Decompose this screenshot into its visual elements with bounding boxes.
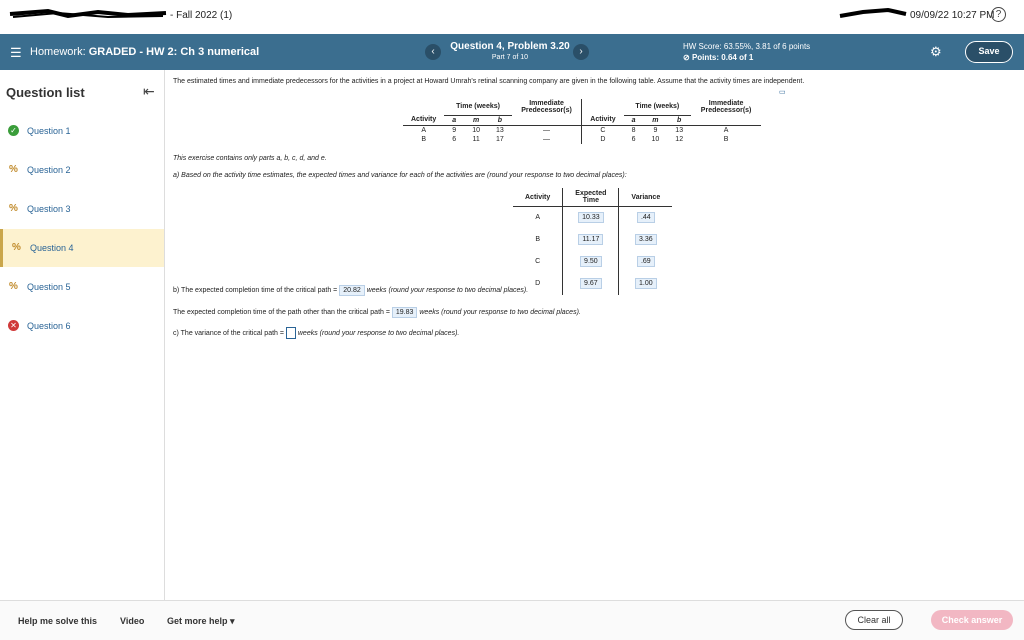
- table-header: Variance: [619, 188, 672, 207]
- table-cell: —: [543, 126, 551, 134]
- table-header: [691, 115, 761, 125]
- prev-question-button[interactable]: ‹: [425, 44, 441, 60]
- table-row: [513, 229, 672, 251]
- copy-table-icon[interactable]: ▭: [779, 89, 786, 96]
- table-cell: B: [421, 135, 426, 143]
- table-row: [513, 273, 672, 295]
- exercise-note: This exercise contains only parts a, b, c, d, and e.: [173, 155, 327, 162]
- question-title: Question 4, Problem 3.20: [450, 41, 570, 52]
- answer-box[interactable]: 3.36: [635, 234, 657, 245]
- answer-box[interactable]: 11.17: [578, 234, 603, 245]
- variance-cell: [619, 229, 672, 251]
- question-label: Question 4: [30, 243, 74, 253]
- table-cell: 6: [452, 135, 457, 143]
- question-list-sidebar: [0, 70, 165, 600]
- answer-box[interactable]: 20.82: [339, 285, 365, 296]
- answer-box[interactable]: 19.83: [392, 307, 418, 318]
- table-header: m: [464, 115, 488, 125]
- table-row: [513, 251, 672, 273]
- top-bar: [0, 0, 1024, 30]
- part-b-suffix: weeks (round your response to two decimal places).: [366, 287, 529, 294]
- question-label: Question 2: [27, 165, 71, 175]
- table-header: [403, 99, 444, 115]
- expected-time-cell: [563, 207, 619, 229]
- table-header: Activity: [513, 188, 563, 207]
- redacted-scribble: [838, 6, 908, 20]
- part-b-other-path: [173, 307, 581, 318]
- table-header: a: [624, 115, 644, 125]
- incorrect-icon: ✕: [8, 320, 19, 331]
- assignment-header: [0, 34, 1024, 70]
- table-cell: 11: [472, 135, 480, 143]
- table-cell: 13: [496, 126, 504, 134]
- table-header: [582, 99, 624, 115]
- table-header: Time (weeks): [444, 99, 512, 115]
- part-b-text: The expected completion time of the path other than the critical path =: [173, 309, 390, 316]
- part-b-critical-path: [173, 285, 528, 296]
- points: ⊘ Points: 0.64 of 1: [683, 53, 754, 62]
- homework-title: [30, 46, 259, 58]
- answer-input[interactable]: [286, 327, 296, 339]
- table-cell: A: [421, 126, 426, 134]
- table-cell: 9: [653, 126, 658, 134]
- table-cell: 10: [472, 126, 480, 134]
- hw-score: HW Score: 63.55%, 3.81 of 6 points: [683, 42, 811, 51]
- sidebar-item-question-4[interactable]: [0, 229, 164, 267]
- partial-credit-icon: %: [9, 203, 18, 214]
- answer-box[interactable]: .69: [637, 256, 655, 267]
- save-button[interactable]: Save: [965, 41, 1013, 63]
- sidebar-item-question-1[interactable]: [0, 112, 164, 150]
- variance-cell: [619, 251, 672, 273]
- course-title: - Fall 2022 (1): [170, 10, 233, 21]
- table-header: Expected Time: [563, 188, 619, 207]
- activity-table: [403, 99, 761, 144]
- get-more-help-button[interactable]: Get more help ▾: [167, 616, 235, 626]
- part-c-suffix: weeks (round your response to two decimal places).: [297, 329, 460, 337]
- table-header: Activity: [403, 115, 444, 125]
- table-cell: 6: [631, 135, 636, 143]
- table-header: a: [444, 115, 464, 125]
- table-row: [403, 135, 761, 144]
- question-part: Part 7 of 10: [491, 54, 529, 61]
- answer-box[interactable]: 10.33: [578, 212, 604, 223]
- gear-icon[interactable]: ⚙: [930, 44, 942, 59]
- menu-icon[interactable]: ☰: [10, 45, 22, 60]
- sidebar-item-question-2[interactable]: [0, 151, 164, 189]
- footer-bar: [0, 600, 1024, 640]
- part-c-variance: [173, 327, 459, 339]
- answer-box[interactable]: .44: [637, 212, 655, 223]
- help-me-solve-button[interactable]: Help me solve this: [18, 616, 98, 626]
- table-cell: 13: [675, 126, 684, 134]
- table-header: m: [644, 115, 668, 125]
- table-cell: C: [535, 258, 541, 265]
- table-cell: D: [582, 135, 624, 144]
- question-label: Question 5: [27, 282, 71, 292]
- table-header: b: [488, 115, 512, 125]
- table-cell: 12: [675, 135, 684, 143]
- next-question-button[interactable]: ›: [573, 44, 589, 60]
- answer-box[interactable]: 9.50: [580, 256, 602, 267]
- homework-name: GRADED - HW 2: Ch 3 numerical: [88, 46, 260, 58]
- video-button[interactable]: Video: [120, 616, 145, 626]
- table-cell: —: [543, 135, 551, 143]
- table-header: b: [667, 115, 691, 125]
- answer-box[interactable]: 9.67: [580, 278, 602, 289]
- part-c-text: c) The variance of the critical path =: [173, 329, 284, 337]
- collapse-sidebar-icon[interactable]: ⇤: [143, 83, 155, 99]
- redacted-scribble: [8, 8, 168, 20]
- homework-prefix: Homework:: [30, 46, 86, 58]
- partial-credit-icon: %: [12, 242, 21, 253]
- sidebar-item-question-5[interactable]: [0, 268, 164, 306]
- sidebar-item-question-6[interactable]: [0, 307, 164, 345]
- datetime: 09/09/22 10:27 PM: [910, 10, 995, 21]
- table-cell: 17: [496, 135, 504, 143]
- table-header: Activity: [582, 115, 624, 125]
- table-row: [513, 207, 672, 229]
- part-b-text: b) The expected completion time of the critical path =: [173, 287, 338, 294]
- table-cell: A: [535, 214, 540, 222]
- variance-cell: [619, 273, 672, 295]
- help-icon[interactable]: ?: [991, 7, 1006, 22]
- expected-time-cell: [563, 273, 619, 295]
- question-label: Question 3: [27, 204, 71, 214]
- table-header: [512, 115, 582, 125]
- table-cell: 9: [452, 126, 457, 134]
- table-cell: D: [535, 280, 541, 287]
- part-b-suffix: weeks (round your response to two decimal places).: [419, 309, 581, 316]
- check-answer-button[interactable]: Check answer: [931, 610, 1013, 630]
- clear-all-button[interactable]: Clear all: [845, 610, 903, 630]
- question-label: Question 1: [27, 126, 71, 136]
- partial-credit-icon: %: [9, 164, 18, 175]
- table-cell: B: [723, 135, 729, 143]
- points-text: Points: 0.64 of 1: [691, 53, 754, 62]
- table-cell: 8: [631, 126, 636, 134]
- table-cell: A: [723, 126, 729, 134]
- expected-time-table: [513, 188, 672, 295]
- table-header: Time (weeks): [624, 99, 692, 115]
- check-icon: ✓: [8, 125, 19, 136]
- expected-time-cell: [563, 251, 619, 273]
- part-a-prompt: a) Based on the activity time estimates, the expected times and variance for each of the activities are (round your response to two decimal places):: [173, 172, 627, 179]
- question-label: Question 6: [27, 321, 71, 331]
- table-cell: C: [582, 125, 624, 135]
- sidebar-item-question-3[interactable]: [0, 190, 164, 228]
- table-cell: 10: [651, 135, 660, 143]
- answer-box[interactable]: 1.00: [635, 278, 657, 289]
- expected-time-cell: [563, 229, 619, 251]
- variance-cell: [619, 207, 672, 229]
- table-header: Immediate Predecessor(s): [700, 100, 752, 114]
- table-cell: B: [535, 236, 540, 243]
- question-list-title: Question list: [6, 85, 85, 100]
- partial-credit-icon: %: [9, 281, 18, 292]
- table-header: Immediate Predecessor(s): [521, 100, 572, 114]
- problem-intro: The estimated times and immediate predecessors for the activities in a project at Howard Umrah's retinal scanning company are given in the following table. Assume that the activity times are independent.: [173, 78, 805, 85]
- table-row: [403, 125, 761, 135]
